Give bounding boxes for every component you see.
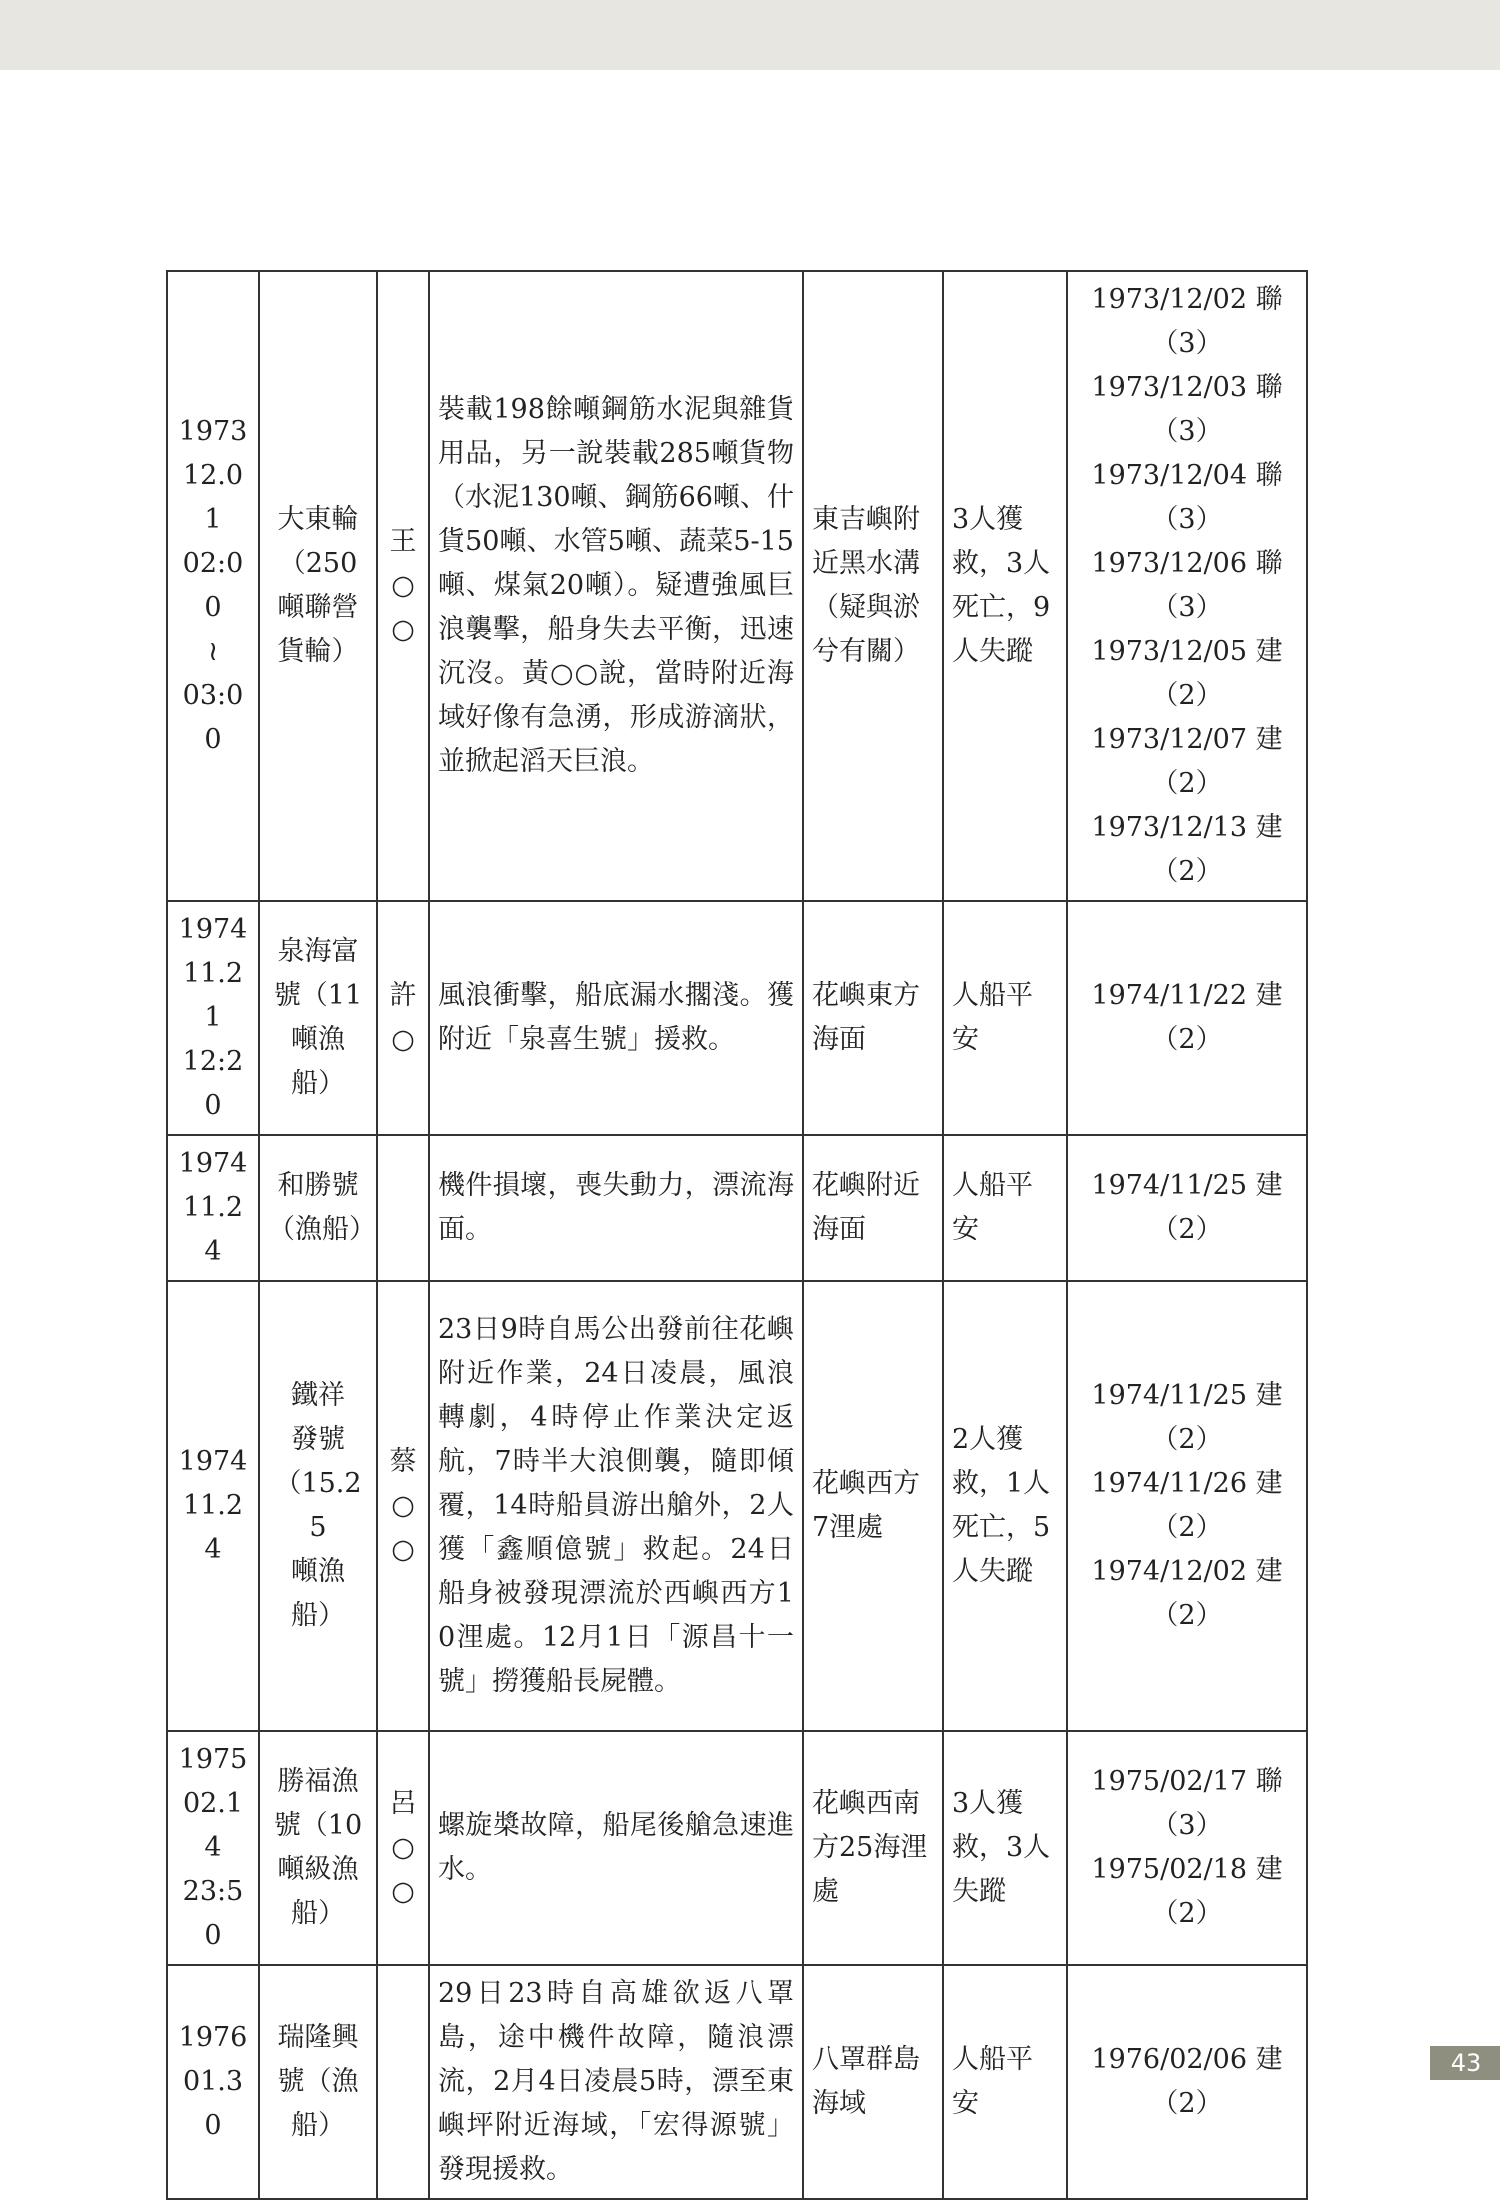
table-row bbox=[167, 1281, 1307, 1731]
ship-cell: 鐵祥 發號 （15.25 噸漁 船） bbox=[259, 1281, 377, 1731]
source-entry: 1975/02/18 建（2） bbox=[1091, 1854, 1283, 1929]
location-cell: 花嶼東方海面 bbox=[803, 901, 943, 1135]
source-entry: 1973/12/03 聯（3） bbox=[1091, 372, 1283, 447]
source-entry: 1973/12/05 建（2） bbox=[1091, 636, 1283, 711]
location-cell: 花嶼附近海面 bbox=[803, 1135, 943, 1281]
outcome-cell: 人船平安 bbox=[943, 1135, 1067, 1281]
source-entry: 1973/12/02 聯（3） bbox=[1091, 284, 1283, 359]
source-entry: 1974/11/25 建（2） bbox=[1091, 1380, 1283, 1455]
description-cell: 裝載198餘噸鋼筋水泥與雜貨用品，另一說裝載285噸貨物（水泥130噸、鋼筋66噸、什貨50噸、水管5噸、蔬菜5-15噸、煤氣20噸）。疑遭強風巨浪襲擊，船身失去平衡，迅速沉沒。黃○○說，當時附近海域好像有急湧，形成游滴狀，並掀起滔天巨浪。 bbox=[429, 271, 803, 901]
table-row bbox=[167, 1135, 1307, 1281]
ship-cell: 泉海富 號（11 噸漁 船） bbox=[259, 901, 377, 1135]
source-entry: 1974/12/02 建（2） bbox=[1091, 1556, 1283, 1631]
scanner-top-band bbox=[0, 0, 1500, 70]
captain-cell: 許○ bbox=[377, 901, 429, 1135]
source-entry: 1975/02/17 聯（3） bbox=[1091, 1766, 1283, 1841]
date-cell: 1973 12.01 02:00 ≀ 03:00 bbox=[167, 271, 259, 901]
source-entry: 1973/12/07 建（2） bbox=[1091, 724, 1283, 799]
description-cell: 螺旋槳故障，船尾後艙急速進水。 bbox=[429, 1731, 803, 1965]
outcome-cell: 人船平安 bbox=[943, 1965, 1067, 2199]
description-cell: 機件損壞，喪失動力，漂流海面。 bbox=[429, 1135, 803, 1281]
table-row bbox=[167, 901, 1307, 1135]
date-cell: 1974 11.24 bbox=[167, 1135, 259, 1281]
ship-cell: 瑞隆興 號（漁 船） bbox=[259, 1965, 377, 2199]
description-cell: 23日9時自馬公出發前往花嶼附近作業，24日凌晨，風浪轉劇，4時停止作業決定返航，7時半大浪側襲，隨即傾覆，14時船員游出艙外，2人獲「鑫順億號」救起。24日船身被發現漂流於西嶼西方10浬處。12月1日「源昌十一號」撈獲船長屍體。 bbox=[429, 1281, 803, 1731]
source-entry: 1976/02/06 建（2） bbox=[1091, 2044, 1283, 2119]
source-entry: 1974/11/22 建（2） bbox=[1091, 980, 1283, 1055]
source-entry: 1973/12/04 聯（3） bbox=[1091, 460, 1283, 535]
location-cell: 花嶼西南方25海浬處 bbox=[803, 1731, 943, 1965]
date-cell: 1975 02.14 23:50 bbox=[167, 1731, 259, 1965]
source-entry: 1974/11/26 建（2） bbox=[1091, 1468, 1283, 1543]
ship-cell: 和勝號 （漁船） bbox=[259, 1135, 377, 1281]
description-cell: 風浪衝擊，船底漏水擱淺。獲附近「泉喜生號」援救。 bbox=[429, 901, 803, 1135]
captain-cell bbox=[377, 1965, 429, 2199]
date-cell: 1976 01.30 bbox=[167, 1965, 259, 2199]
sources-cell bbox=[1067, 901, 1307, 1135]
sources-cell bbox=[1067, 1731, 1307, 1965]
sources-cell bbox=[1067, 271, 1307, 901]
source-entry: 1973/12/13 建（2） bbox=[1091, 812, 1283, 887]
outcome-cell: 3人獲救，3人死亡，9人失蹤 bbox=[943, 271, 1067, 901]
outcome-cell: 3人獲救，3人失蹤 bbox=[943, 1731, 1067, 1965]
ship-cell: 大東輪 （250 噸聯營 貨輪） bbox=[259, 271, 377, 901]
shipwreck-records-table bbox=[166, 270, 1308, 2200]
source-entry: 1974/11/25 建（2） bbox=[1091, 1170, 1283, 1245]
captain-cell: 王○○ bbox=[377, 271, 429, 901]
location-cell: 東吉嶼附近黑水溝（疑與淤兮有關） bbox=[803, 271, 943, 901]
table-row bbox=[167, 1731, 1307, 1965]
sources-cell bbox=[1067, 1965, 1307, 2199]
location-cell: 花嶼西方7浬處 bbox=[803, 1281, 943, 1731]
location-cell: 八罩群島海域 bbox=[803, 1965, 943, 2199]
captain-cell bbox=[377, 1135, 429, 1281]
captain-cell: 蔡○○ bbox=[377, 1281, 429, 1731]
table-row bbox=[167, 1965, 1307, 2199]
date-cell: 1974 11.21 12:20 bbox=[167, 901, 259, 1135]
outcome-cell: 2人獲救，1人死亡，5人失蹤 bbox=[943, 1281, 1067, 1731]
sources-cell bbox=[1067, 1135, 1307, 1281]
captain-cell: 呂○○ bbox=[377, 1731, 429, 1965]
description-cell: 29日23時自高雄欲返八罩島，途中機件故障，隨浪漂流，2月4日凌晨5時，漂至東嶼坪附近海域，「宏得源號」發現援救。 bbox=[429, 1965, 803, 2199]
source-entry: 1973/12/06 聯（3） bbox=[1091, 548, 1283, 623]
sources-cell bbox=[1067, 1281, 1307, 1731]
date-cell: 1974 11.24 bbox=[167, 1281, 259, 1731]
ship-cell: 勝福漁 號（10 噸級漁 船） bbox=[259, 1731, 377, 1965]
table-row bbox=[167, 271, 1307, 901]
outcome-cell: 人船平安 bbox=[943, 901, 1067, 1135]
page-number: 43 bbox=[1430, 2046, 1500, 2080]
